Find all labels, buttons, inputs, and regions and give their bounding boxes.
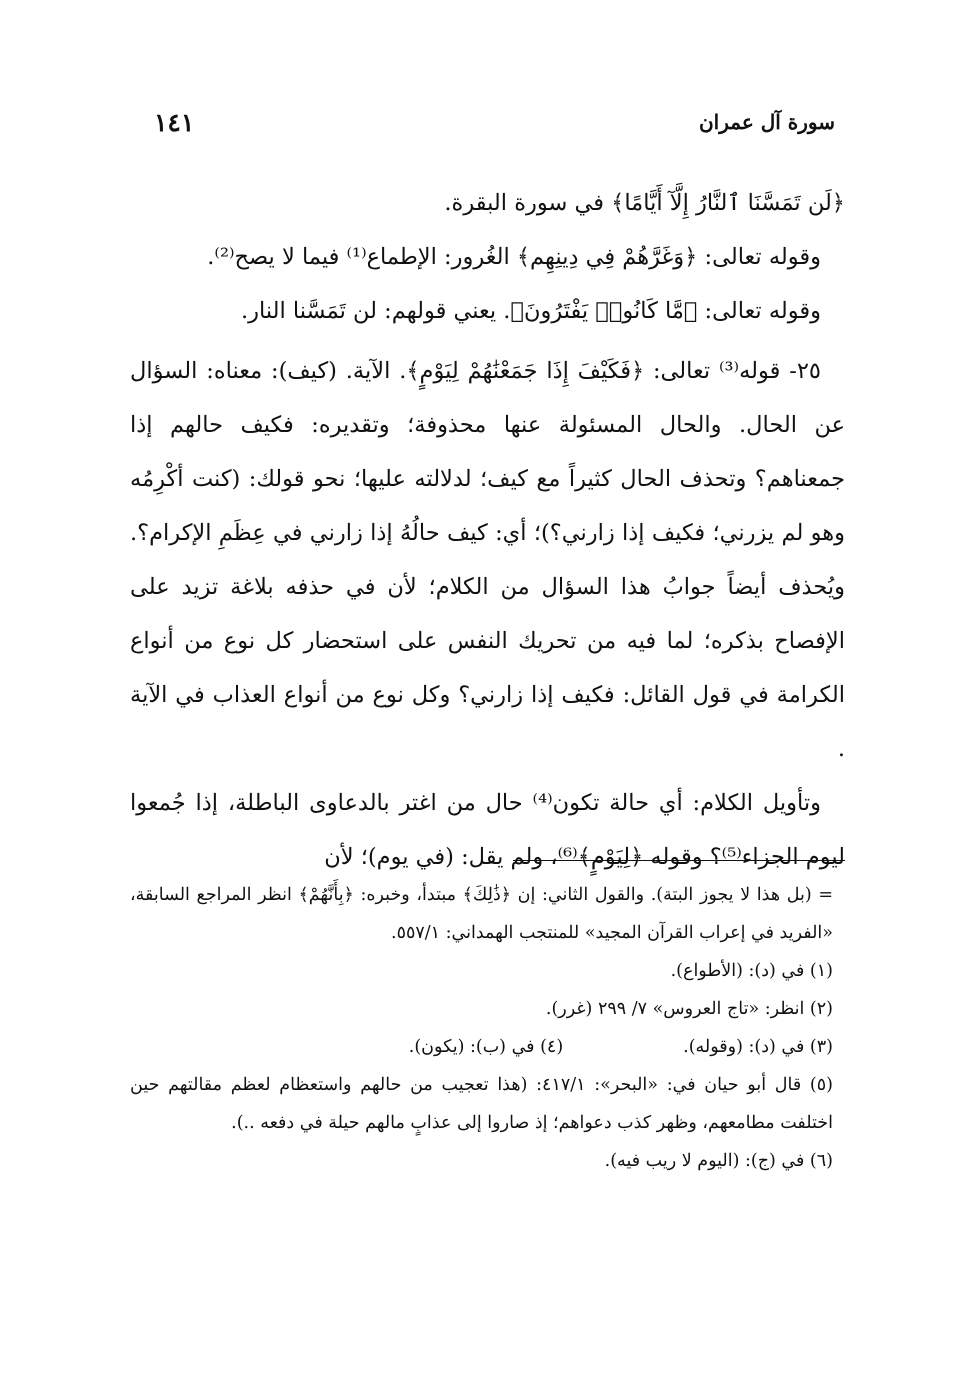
footnote-2: (٢) انظر: «تاج العروس» ٧/ ٢٩٩ (غرر). [545, 999, 833, 1019]
footnote-4: (٤) في (ب): (يكون). [408, 1037, 564, 1057]
running-title: سورة آل عمران [698, 110, 835, 134]
footnotes [130, 876, 845, 1180]
footnote-1: (١) في (د): (الأطواع). [670, 961, 833, 981]
page-number: ١٤١ [154, 108, 195, 137]
footnote-row [130, 1028, 845, 1066]
page-header [140, 108, 835, 148]
footnote-divider [513, 860, 845, 861]
paragraph: ﴿لَن تَمَسَّنَا ٱلنَّارُ إِلَّآ أَيَّامًا﴾ في سورة البقرة. [444, 190, 845, 216]
paragraph: وتأويل الكلام: أي حالة تكون⁽⁴⁾ حال من اغتر بالدعاوى الباطلة، إذا جُمعوا ليوم الجزاء⁽⁵⁾؟ وقوله ﴿لِيَوْمٍ﴾⁽⁶⁾، ولم يقل: (في يوم)؛ لأن [130, 790, 845, 870]
footnote-3: (٣) في (د): (وقوله). [683, 1037, 833, 1057]
paragraph: ٢٥- قوله⁽³⁾ تعالى: ﴿فَكَيْفَ إِذَا جَمَعْنَٰهُمْ لِيَوْمٍ﴾. الآية. (كيف): معناه: السؤال عن الحال. والحال المسئولة عنها محذوفة؛ وتقديره: فكيف حالهم إذا جمعناهم؟ وتحذف الحال كثيراً مع كيف؛ لدلالته عليها؛ نحو قولك: (كنت أكْرِمُه وهو لم يزرني؛ فكيف إذا زارني؟)؛ أي: كيف حالُهُ إذا زارني في عِظَمِ الإكرام؟. ويُحذف أيضاً جوابُ هذا السؤال من الكلام؛ لأن في حذفه بلاغة تزيد على الإفصاح بذكره؛ لما فيه من تحريك النفس على استحضار كل نوع من أنواع الكرامة في قول القائل: فكيف إذا زارني؟ وكل نوع من أنواع العذاب في الآية . [130, 358, 845, 762]
main-text [130, 176, 845, 884]
footnote-continuation: = (بل هذا لا يجوز البتة). والقول الثاني: إن ﴿ذَٰلِكَ﴾ مبتدأ، وخبره: ﴿بِأَنَّهُمْ﴾ انظر المراجع السابقة، «الفريد في إعراب القرآن المجيد» للمنتجب الهمداني: ٥٥٧/١. [130, 885, 833, 943]
footnote-5: (٥) قال أبو حيان في: «البحر»: ٤١٧/١: (هذا تعجيب من حالهم واستعظام لعظم مقالتهم حين اختلفت مطامعهم، وظهر كذب دعواهم؛ إذ صاروا إلى عذابٍ مالهم حيلة في دفعه ..). [130, 1075, 833, 1133]
paragraph: وقوله تعالى: ﴿وَغَرَّهُمْ فِي دِينِهِم﴾ الغُرور: الإطماع⁽¹⁾ فيما لا يصح⁽²⁾. [207, 244, 821, 270]
paragraph: وقوله تعالى: ﴿مَّا كَانُوا۟ يَفْتَرُونَ﴾. يعني قولهم: لن تَمَسَّنا النار. [240, 298, 821, 324]
footnote-6: (٦) في (ج): (اليوم لا ريب فيه). [604, 1151, 833, 1171]
